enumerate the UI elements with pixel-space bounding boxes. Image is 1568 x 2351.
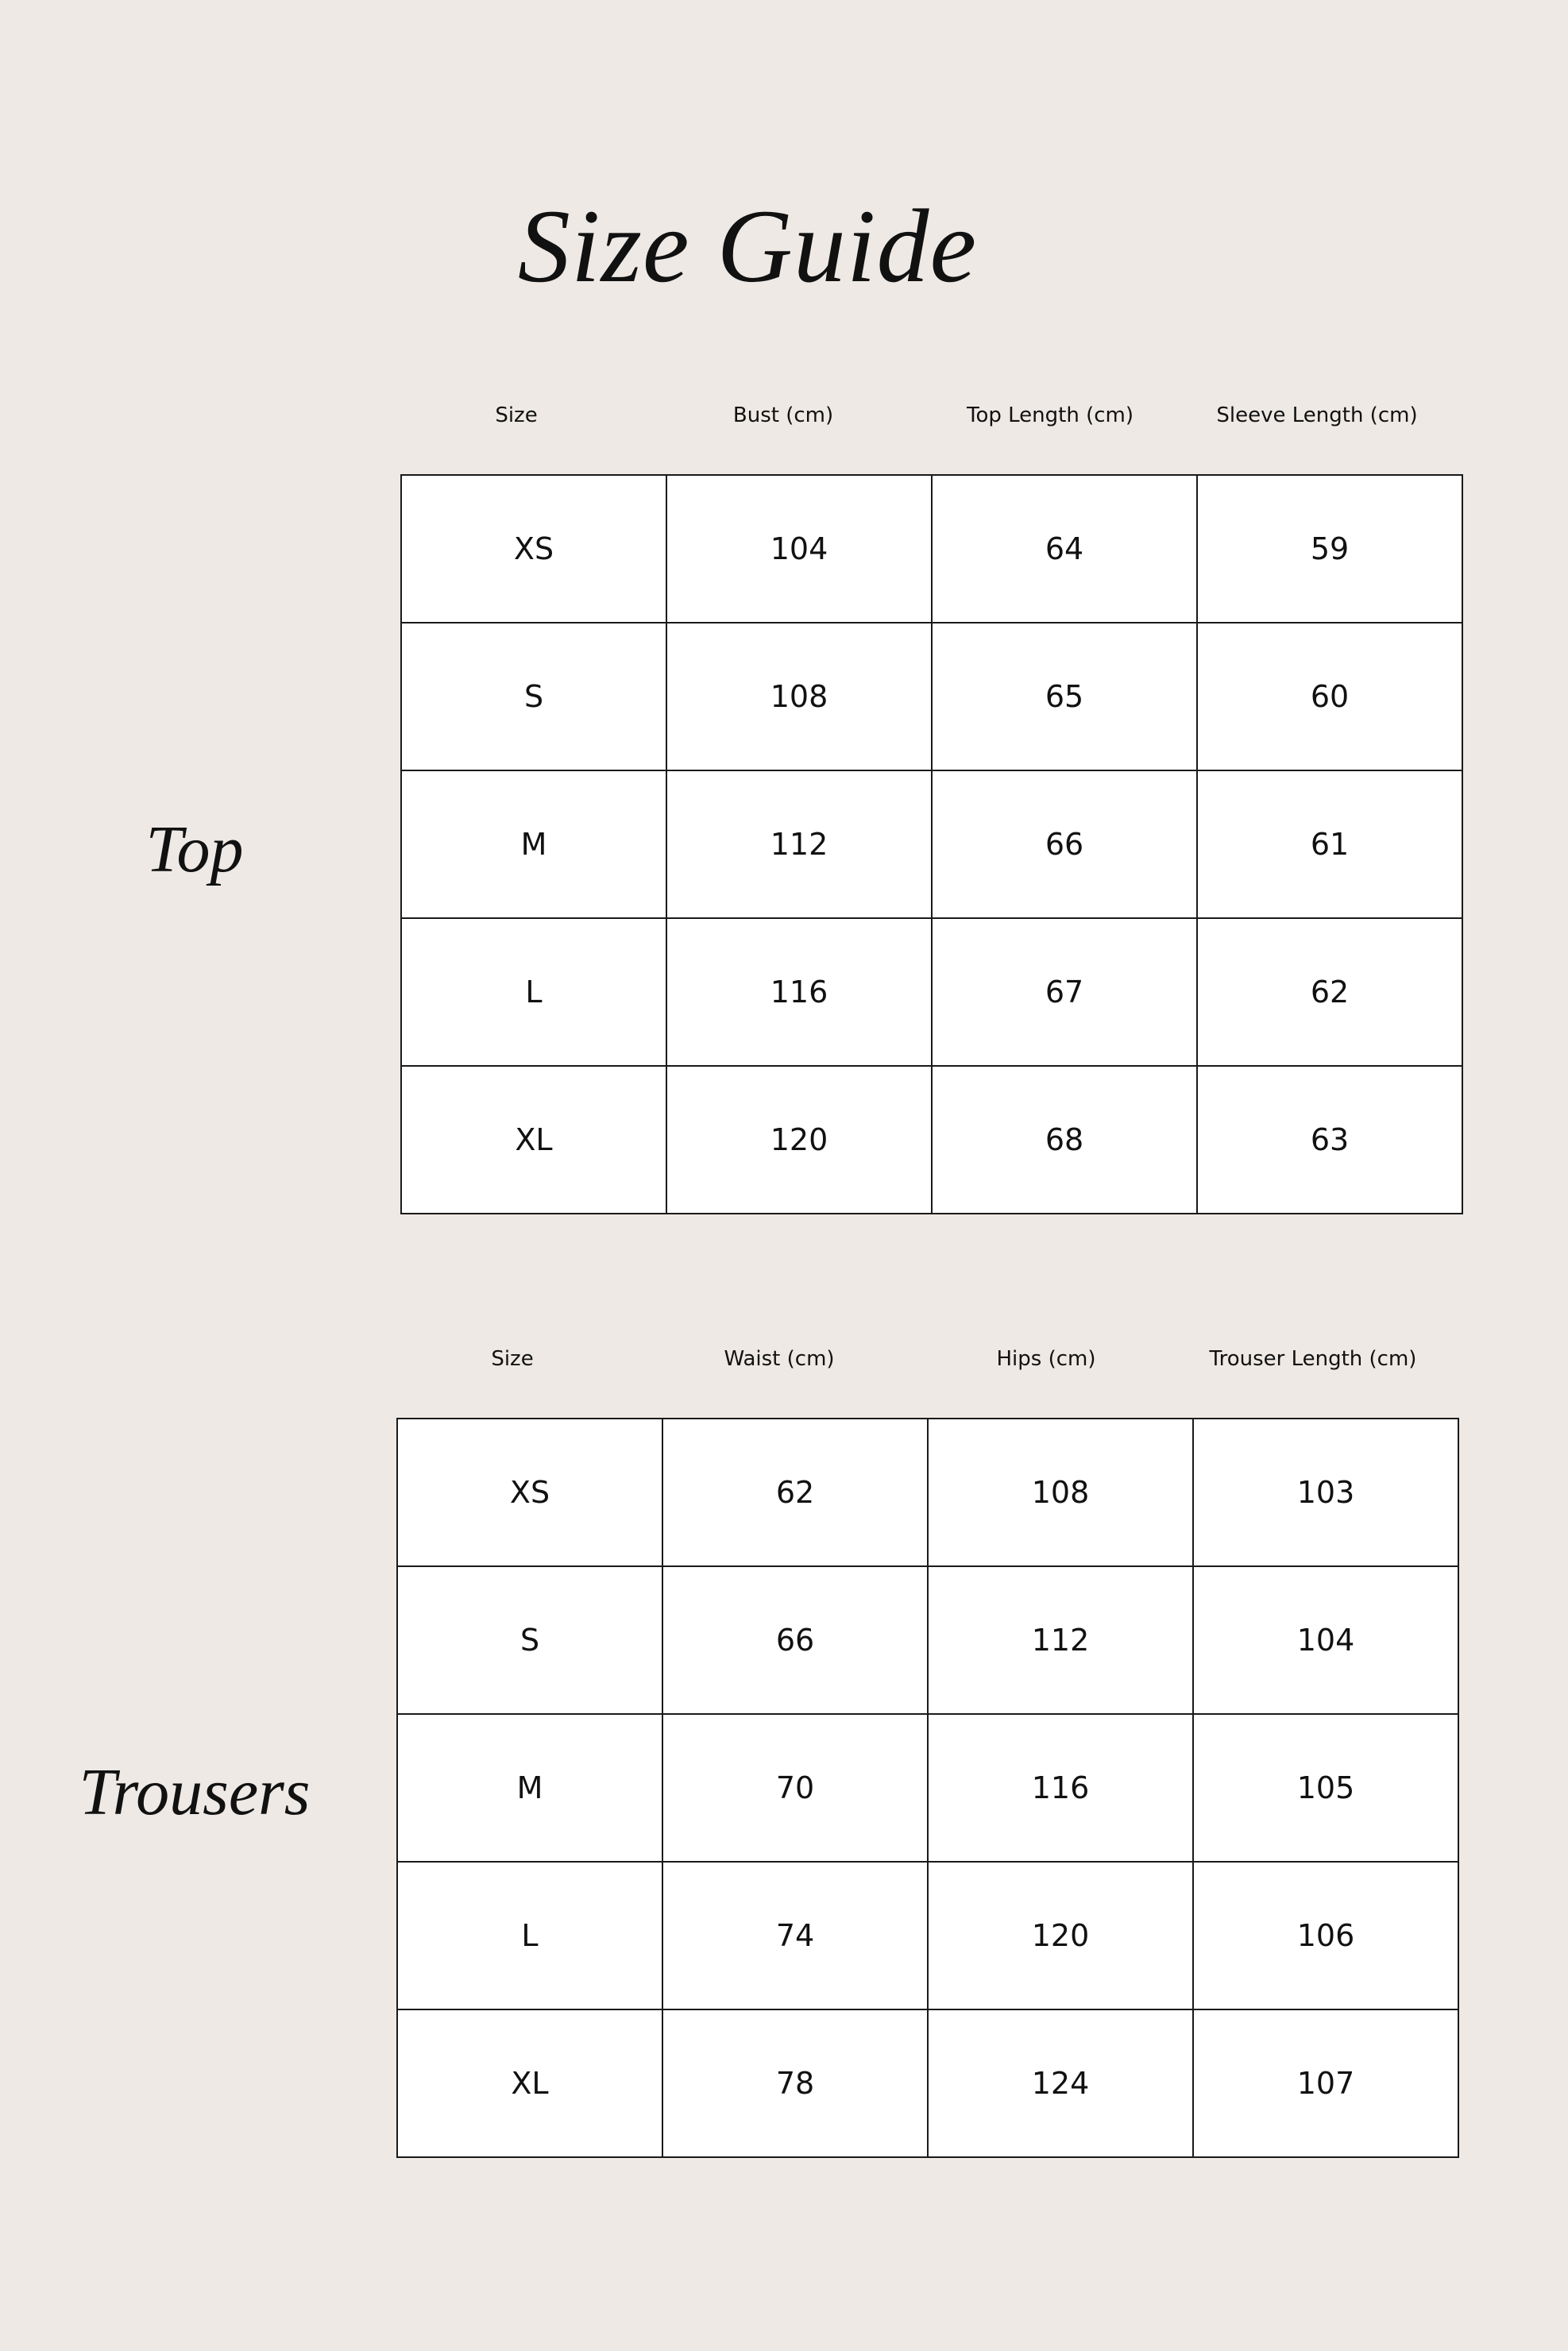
table-row <box>397 1566 1458 1714</box>
table-row <box>397 1714 1458 1862</box>
trouser-length-cell: 106 <box>1193 1862 1458 2009</box>
bust-cell: 120 <box>666 1066 932 1214</box>
top-size-table <box>400 474 1463 1214</box>
top-length-cell: 67 <box>932 918 1197 1066</box>
top-length-cell: 66 <box>932 770 1197 918</box>
trouser-length-cell: 105 <box>1193 1714 1458 1862</box>
hips-cell: 108 <box>928 1419 1193 1566</box>
top-length-cell: 65 <box>932 623 1197 770</box>
table-row <box>401 475 1462 623</box>
bust-cell: 108 <box>666 623 932 770</box>
table-row <box>397 1862 1458 2009</box>
hips-cell: 120 <box>928 1862 1193 2009</box>
trouser-length-cell: 103 <box>1193 1419 1458 1566</box>
page-title: Size Guide <box>517 187 978 304</box>
sleeve-length-cell: 60 <box>1197 623 1462 770</box>
waist-cell: 74 <box>662 1862 928 2009</box>
hips-cell: 112 <box>928 1566 1193 1714</box>
size-cell: L <box>397 1862 662 2009</box>
trouser-length-cell: 107 <box>1193 2009 1458 2157</box>
sleeve-length-cell: 59 <box>1197 475 1462 623</box>
bust-cell: 112 <box>666 770 932 918</box>
size-cell: M <box>401 770 666 918</box>
size-cell: S <box>401 623 666 770</box>
size-cell: XS <box>401 475 666 623</box>
trousers-table-header <box>379 1340 1446 1378</box>
waist-cell: 62 <box>662 1419 928 1566</box>
bust-cell: 104 <box>666 475 932 623</box>
table-row <box>397 1419 1458 1566</box>
size-cell: XL <box>401 1066 666 1214</box>
hips-cell: 124 <box>928 2009 1193 2157</box>
trousers-header-size: Size <box>491 1347 534 1371</box>
size-cell: XL <box>397 2009 662 2157</box>
table-row <box>401 770 1462 918</box>
trousers-header-hips: Hips (cm) <box>996 1347 1096 1371</box>
size-cell: M <box>397 1714 662 1862</box>
table-row <box>401 623 1462 770</box>
hips-cell: 116 <box>928 1714 1193 1862</box>
waist-cell: 70 <box>662 1714 928 1862</box>
trouser-length-cell: 104 <box>1193 1566 1458 1714</box>
trousers-size-table <box>396 1418 1459 2158</box>
size-cell: XS <box>397 1419 662 1566</box>
sleeve-length-cell: 62 <box>1197 918 1462 1066</box>
size-cell: L <box>401 918 666 1066</box>
waist-cell: 78 <box>662 2009 928 2157</box>
top-length-cell: 68 <box>932 1066 1197 1214</box>
top-section-label: Top <box>145 813 244 886</box>
size-cell: S <box>397 1566 662 1714</box>
bust-cell: 116 <box>666 918 932 1066</box>
trousers-header-waist: Waist (cm) <box>724 1347 835 1371</box>
top-header-size: Size <box>495 403 538 427</box>
top-header-sleeve-length: Sleeve Length (cm) <box>1216 403 1418 427</box>
table-row <box>401 918 1462 1066</box>
trousers-header-trouser-length: Trouser Length (cm) <box>1209 1347 1417 1371</box>
top-header-bust: Bust (cm) <box>732 403 834 427</box>
top-length-cell: 64 <box>932 475 1197 623</box>
sleeve-length-cell: 63 <box>1197 1066 1462 1214</box>
trousers-section-label: Trousers <box>79 1755 311 1829</box>
top-table-header <box>383 396 1450 434</box>
sleeve-length-cell: 61 <box>1197 770 1462 918</box>
top-header-top-length: Top Length (cm) <box>967 403 1134 427</box>
waist-cell: 66 <box>662 1566 928 1714</box>
table-row <box>401 1066 1462 1214</box>
table-row <box>397 2009 1458 2157</box>
